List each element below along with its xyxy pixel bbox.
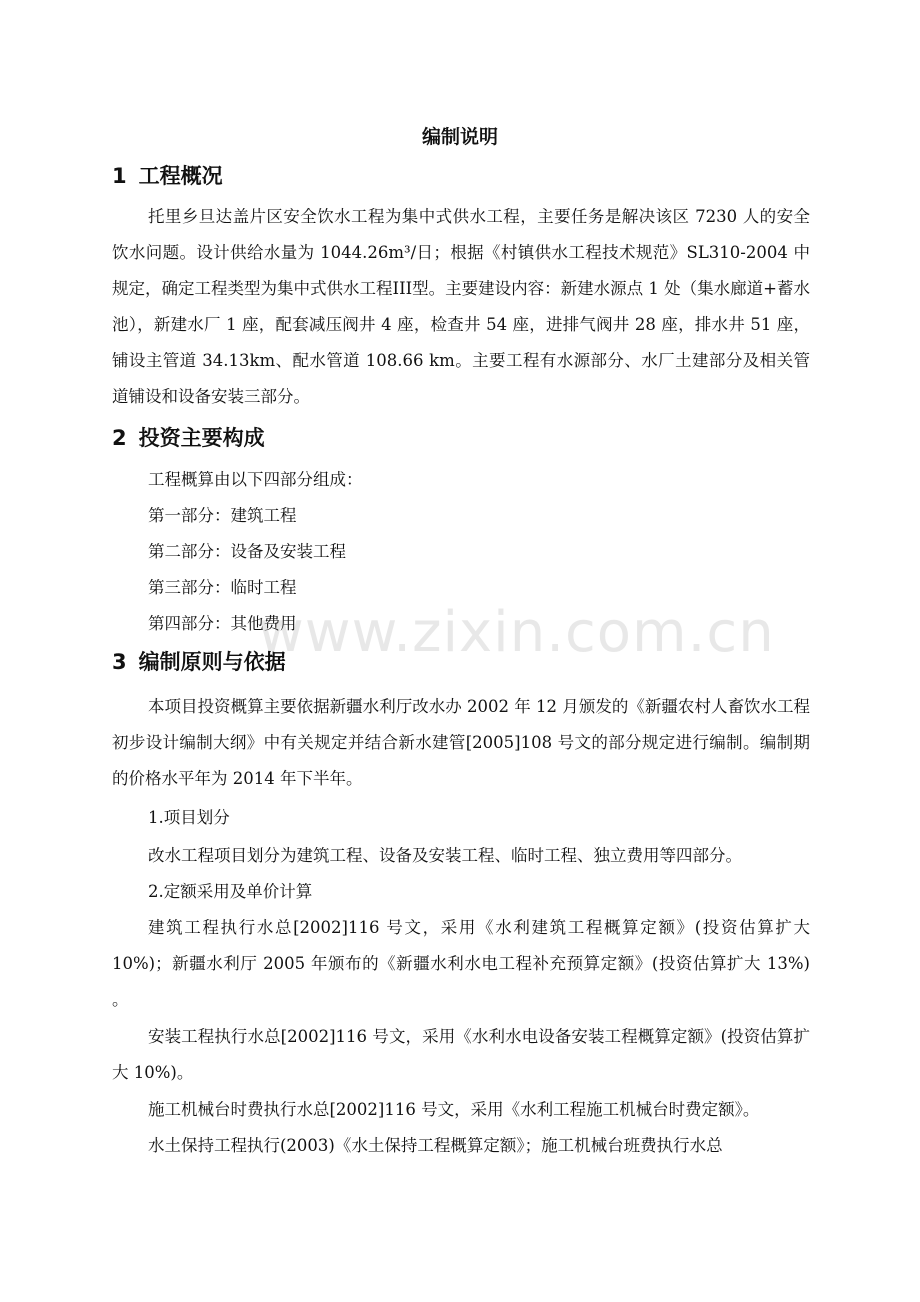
item-1-text: 改水工程项目划分为建筑工程、设备及安装工程、临时工程、独立费用等四部分。 (148, 846, 742, 865)
section-heading-principles (112, 646, 812, 678)
section-number: 1 (112, 164, 127, 188)
quota-soil-paragraph: 水土保持工程执行(2003)《水土保持工程概算定额》；施工机械台班费执行水总 (148, 1136, 723, 1155)
investment-part-3: 第三部分：临时工程 (148, 578, 297, 597)
section-number: 3 (112, 650, 127, 674)
section-heading-overview (112, 160, 812, 192)
overview-paragraph: 托里乡旦达盖片区安全饮水工程为集中式供水工程，主要任务是解决该区 7230 人的安全饮水问题。设计供给水量为 1044.26m³/日；根据《村镇供水工程技术规范》SL310-2004 中规定，确定工程类型为集中式供水工程III型。主要建设内容：新建水源点 1 处（集水廊道+蓄水池），新建水厂 1 座，配套减压阀井 4 座，检查井 54 座，进排气阀井 28 座，排水井 51 座，铺设主管道 34.13km、配水管道 108.66 km。主要工程有水源部分、水厂土建部分及相关管道铺设和设备安装三部分。 (112, 207, 810, 406)
item-2-title: 2.定额采用及单价计算 (148, 882, 313, 901)
investment-intro: 工程概算由以下四部分组成： (148, 470, 363, 489)
page-title: 编制说明 (421, 126, 498, 148)
section-number: 2 (112, 426, 127, 450)
investment-part-2: 第二部分：设备及安装工程 (148, 542, 346, 561)
basis-paragraph: 本项目投资概算主要依据新疆水利厅改水办 2002 年 12 月颁发的《新疆农村人畜饮水工程初步设计编制大纲》中有关规定并结合新水建管[2005]108 号文的部分规定进行编制。编制期的价格水平年为 2014 年下半年。 (112, 697, 810, 788)
quota-machine-paragraph: 施工机械台时费执行水总[2002]116 号文，采用《水利工程施工机械台时费定额》。 (148, 1100, 760, 1119)
quota-building-paragraph: 建筑工程执行水总[2002]116 号文，采用《水利建筑工程概算定额》(投资估算扩大 10%)；新疆水利厅 2005 年颁布的《新疆水利水电工程补充预算定额》(投资估算扩大 13%) 。 (112, 918, 810, 1009)
investment-part-4: 第四部分：其他费用 (148, 614, 297, 633)
section-title: 编制原则与依据 (138, 650, 286, 674)
section-heading-investment (112, 422, 812, 454)
section-title: 工程概况 (138, 164, 223, 188)
watermark-text: www.zixin.com.cn (258, 600, 775, 665)
section-title: 投资主要构成 (138, 426, 265, 450)
item-1-title: 1.项目划分 (148, 808, 230, 827)
quota-install-paragraph: 安装工程执行水总[2002]116 号文，采用《水利水电设备安装工程概算定额》(投资估算扩大 10%)。 (112, 1027, 810, 1082)
investment-part-1: 第一部分：建筑工程 (148, 506, 297, 525)
